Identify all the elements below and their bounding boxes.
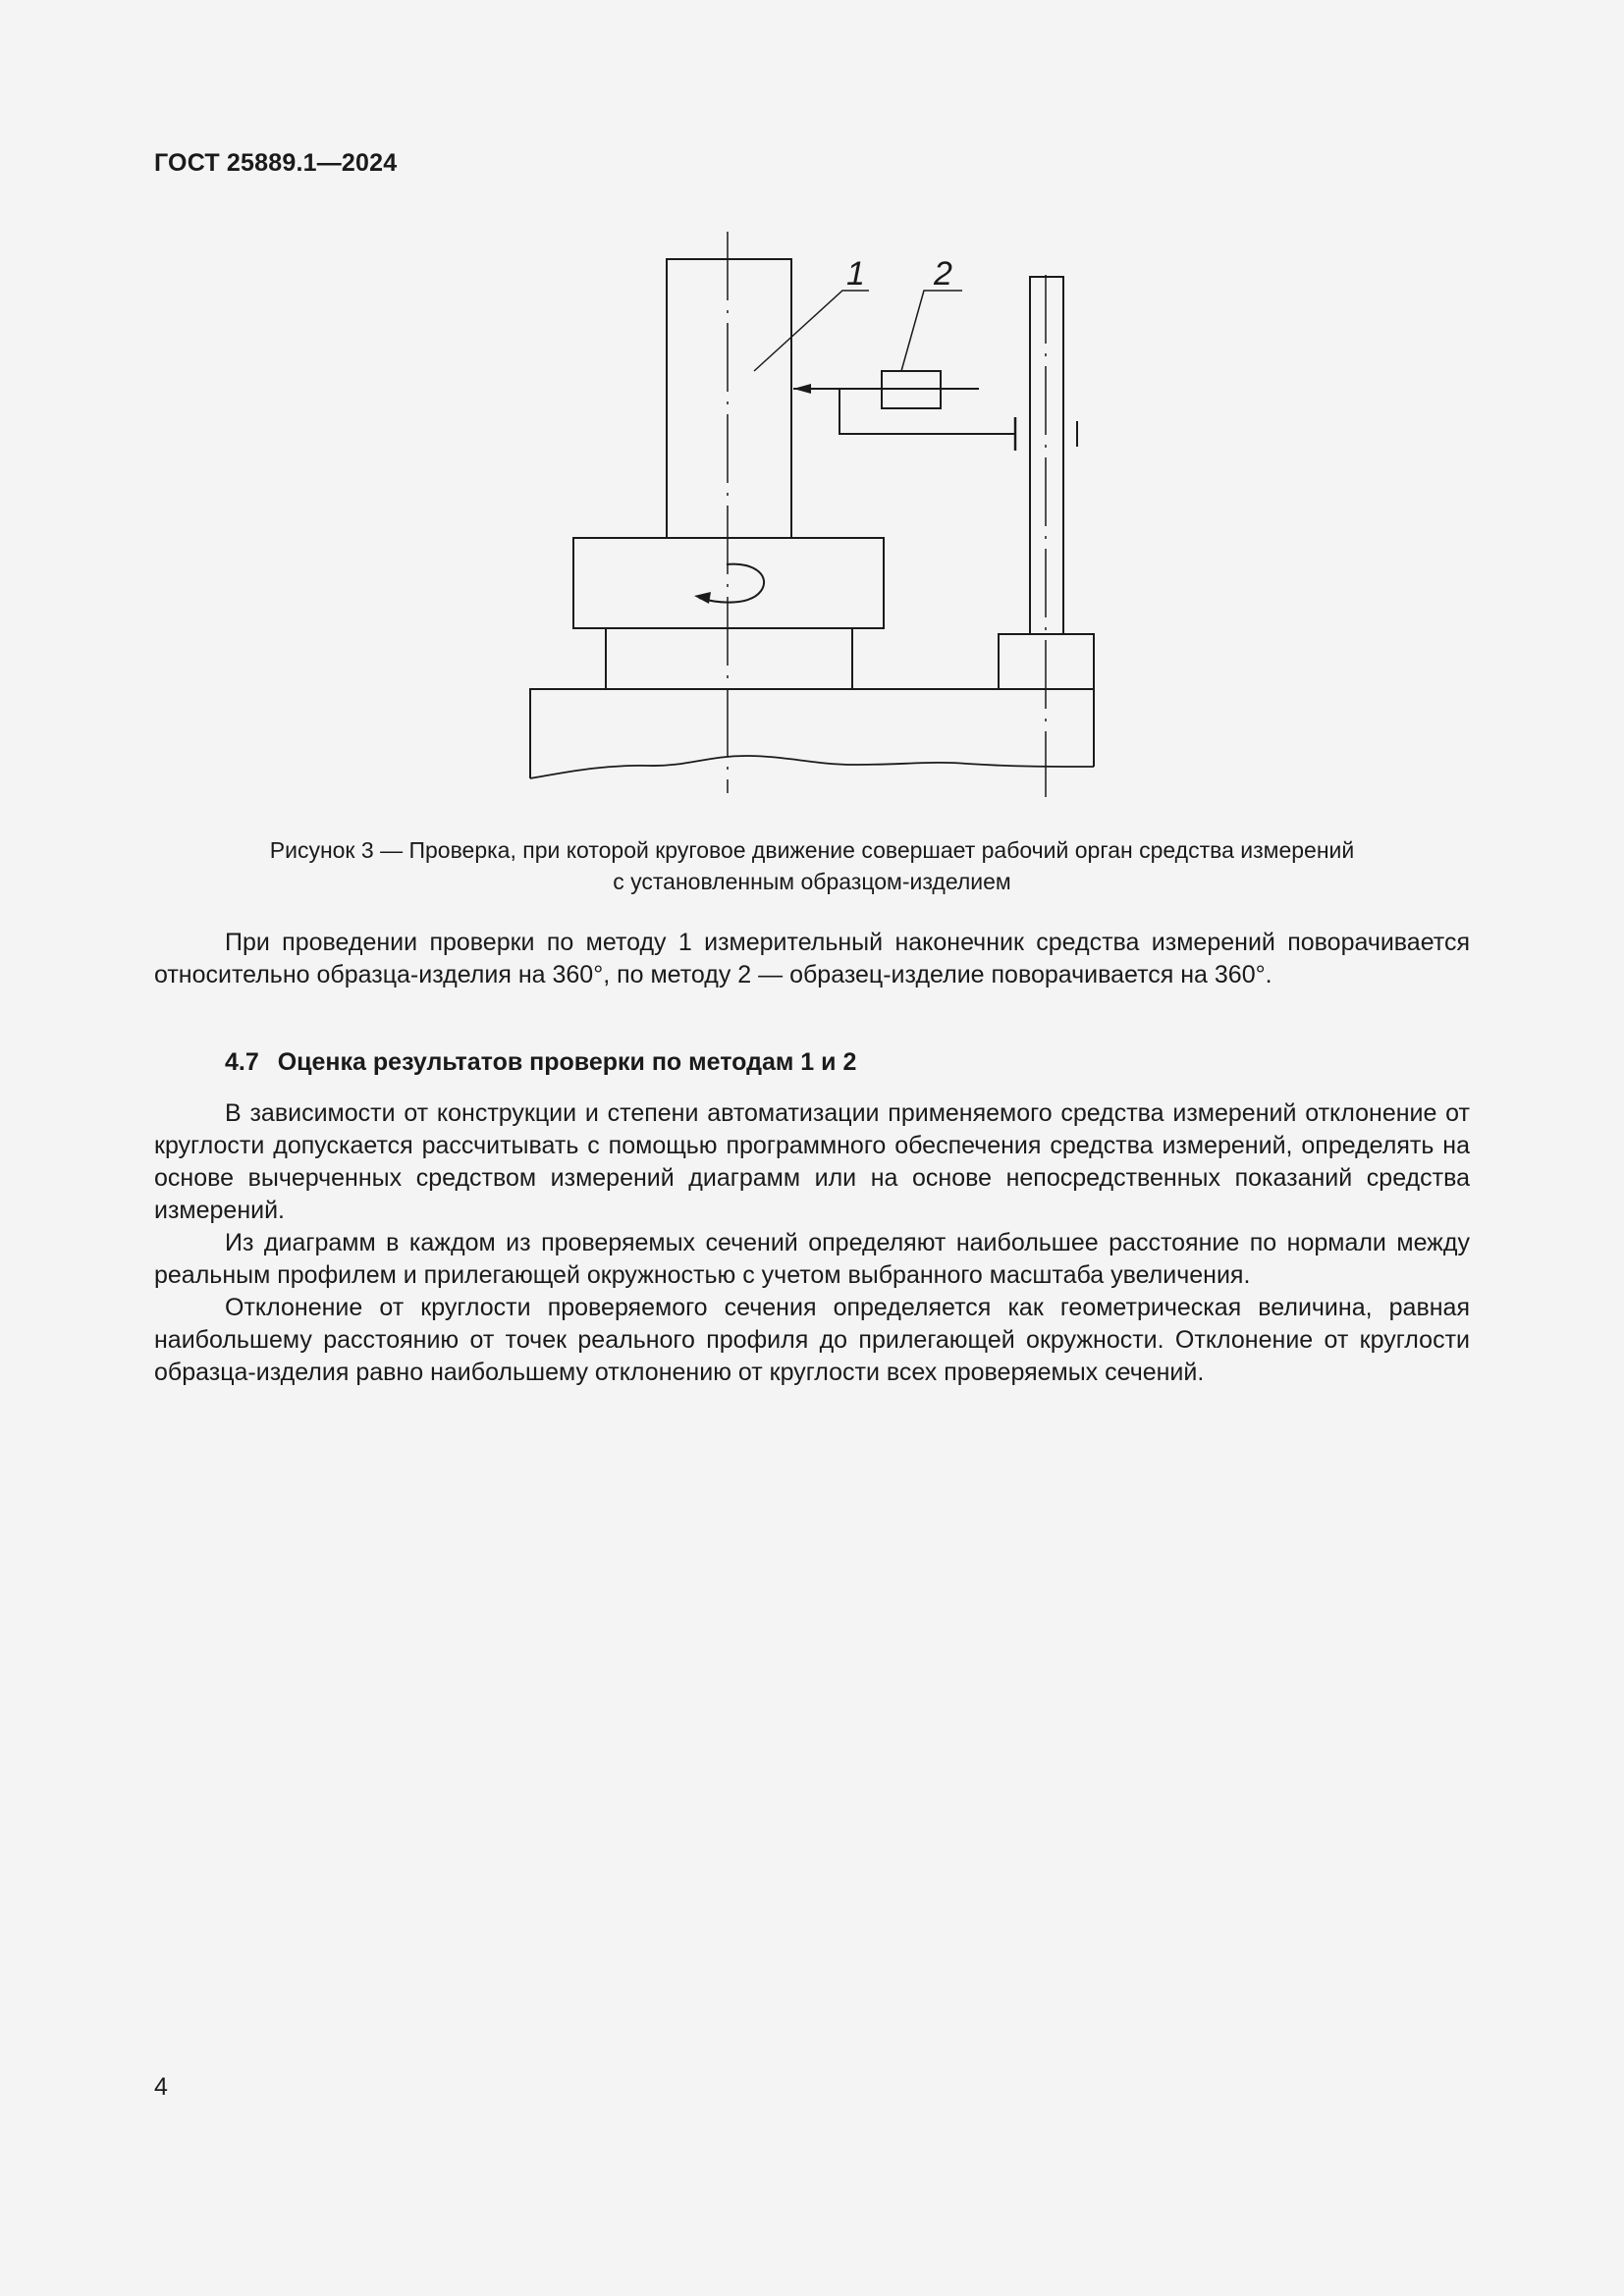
leader-1 [754, 291, 869, 371]
callout-2: 2 [934, 255, 952, 293]
probe-arrowhead [793, 384, 811, 394]
paragraph: При проведении проверки по методу 1 измерительный наконечник средства измерений поворачивается относительно образца-изделия на 360°, по методу 2 — образец-изделие поворачивается на 360°. [154, 929, 1470, 988]
table-support [606, 628, 852, 689]
rotation-arrowhead [694, 592, 711, 604]
technical-drawing [511, 226, 1119, 815]
rotary-table [573, 538, 884, 628]
figure-3 [511, 226, 1119, 815]
break-line [530, 756, 1094, 778]
section-title: Оценка результатов проверки по методам 1 и 2 [277, 1048, 857, 1076]
document-header: ГОСТ 25889.1—2024 [154, 149, 398, 177]
caption-line-2: с установленным образцом-изделием [613, 869, 1011, 894]
section-body [154, 1097, 1470, 1389]
page-number: 4 [154, 2073, 168, 2101]
paragraph: Из диаграмм в каждом из проверяемых сечений определяют наибольшее расстояние по нормали между реальным профилем и прилегающей окружностью с учетом выбранного масштаба увеличения. [154, 1229, 1470, 1289]
section-number: 4.7 [225, 1048, 259, 1076]
probe-link [839, 389, 1015, 434]
section-heading [225, 1048, 856, 1077]
caption-line-1: Рисунок 3 — Проверка, при которой круговое движение совершает рабочий орган средства измерений [269, 837, 1355, 863]
paragraph: Отклонение от круглости проверяемого сечения определяется как геометрическая величина, равная наибольшему расстоянию от точек реального профиля до прилегающей окружности. Отклонение от круглости образца-изделия равно наибольшему отклонению от круглости всех проверяемых сечений. [154, 1294, 1470, 1386]
body-paragraph-intro [154, 927, 1470, 991]
vertical-column [1030, 277, 1063, 634]
leader-2 [901, 291, 962, 371]
paragraph: В зависимости от конструкции и степени автоматизации применяемого средства измерений отклонение от круглости допускается рассчитывать с помощью программного обеспечения средства измерений, определять на основе вычерченных средством измерений диаграмм или на основе непосредственных показаний средства измерений. [154, 1099, 1470, 1224]
figure-caption [154, 834, 1470, 897]
specimen-column [667, 259, 791, 538]
callout-1: 1 [846, 255, 865, 293]
